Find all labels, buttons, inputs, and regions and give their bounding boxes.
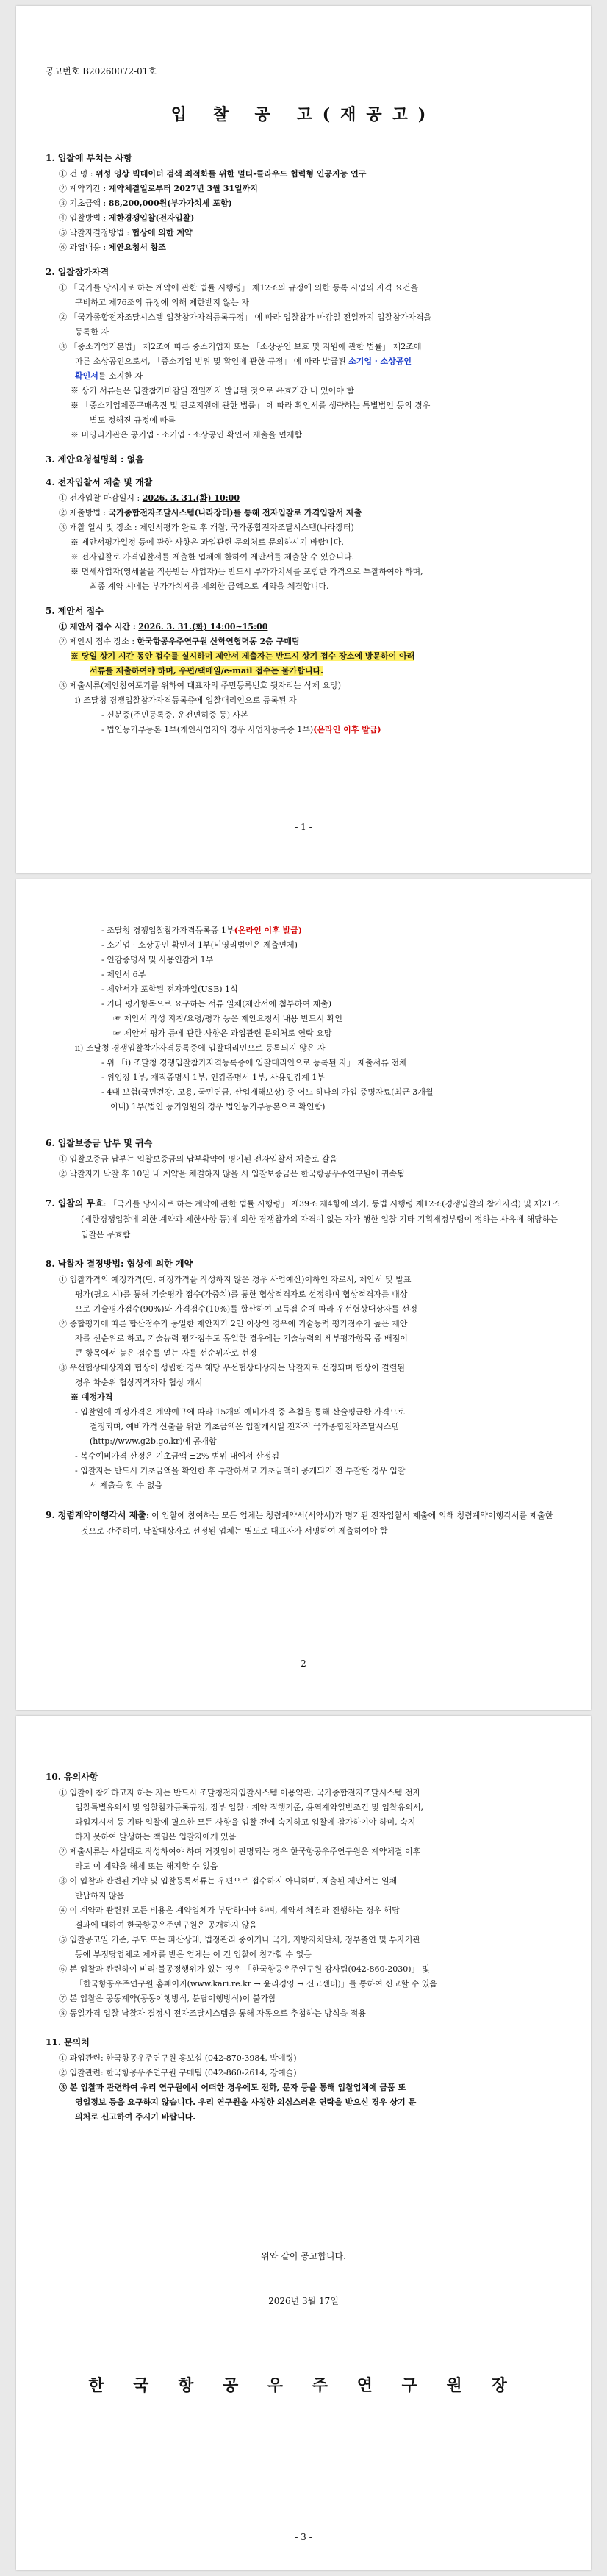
s8-line-11: 결정되며, 예비가격 산출을 위한 기초금액은 입찰개시일 전자적 국가종합전자조달시스템 [90,1422,400,1431]
notice-date: 2026년 3월 17일 [268,2296,339,2306]
s2-line-6: 따른 소상공인으로서, 「중소기업 범위 및 확인에 관한 규정」 에 따라 발급된 소기업 · 소상공인 [75,357,412,366]
s10-line-4: 하지 못하여 발생하는 책임은 입찰자에게 있음 [75,1832,237,1842]
s2-note-1: ※ 상기 서류들은 입찰참가마감일 전일까지 발급된 것으로 유효기간 내 있어야 함 [71,386,354,396]
s8-line-5: 자를 선순위로 하고, 기술능력 평가점수도 동일한 경우에는 기술능력의 세부평가항목 중 배점이 [75,1334,408,1343]
closing-statement: 위와 같이 공고합니다. [261,2251,346,2261]
s5-warning-2: 서류를 제출하여야 하며, 우편/팩메일/e-mail 접수는 불가합니다. [90,666,323,676]
s8-line-15: 서 제출을 할 수 없음 [90,1481,162,1490]
notice-number: 공고번호 B20260072-01호 [46,66,157,76]
section-6-title: 6. 입찰보증금 납부 및 귀속 [46,1138,153,1148]
s10-line-14: 「한국항공우주연구원 홈페이지(www.kari.re.kr → 윤리경영 → 신고센터)」를 통하여 신고할 수 있음 [75,1979,438,1989]
page-number-2: - 2 - [295,1659,312,1669]
section-10-title: 10. 유의사항 [46,1772,98,1782]
p2-doc-2: - 소기업 · 소상공인 확인서 1부(비영리법인은 제출면제) [101,940,298,950]
p2-doc-note-2: ☞ 제안서 평가 등에 관한 사항은 과업관련 문의처로 연락 요망 [113,1028,332,1038]
s1-item-1: ① 건 명 : 위성 영상 빅데이터 검색 최적화를 위한 멀티-클라우드 협력형 인공지능 연구 [59,169,367,179]
page-number-3: - 3 - [295,2532,312,2542]
s11-contact-1: ① 과업관련: 한국항공우주연구원 홍보섭 (042-870-3984, 박예령) [59,2053,297,2063]
section-5-title: 5. 제안서 접수 [46,606,104,616]
s10-line-9: ④ 이 계약과 관련된 모든 비용은 계약업체가 부담하여야 하며, 계약서 체결과 진행하는 경우 해당 [59,1906,400,1915]
s10-line-1: ① 입찰에 참가하고자 하는 자는 반드시 조달청전자입찰시스템 이용약관, 국가종합전자조달시스템 전자 [59,1788,421,1797]
s10-line-5: ② 제출서류는 사실대로 작성하여야 하며 거짓임이 판명되는 경우 한국항공우주연구원은 계약체결 이후 [59,1847,421,1856]
s8-line-13: - 복수예비가격 산정은 기초금액 ±2% 범위 내에서 산정됨 [75,1451,280,1461]
s8-line-7: ③ 우선협상대상자와 협상이 성립한 경우 해당 우선협상대상자는 낙찰자로 선정되며 협상이 결렬된 [59,1363,406,1373]
s2-line-4: 등록한 자 [75,327,109,337]
s4-note-3b: 최종 계약 시에는 부가가치세를 제외한 금액으로 계약을 체결합니다. [90,582,329,591]
s2-line-7: 확인서를 소지한 자 [75,371,143,381]
document-page-3 [16,1716,591,2570]
s4-note-3: ※ 면세사업자(영세율을 적용받는 사업자)는 반드시 부가가치세를 포함한 가격으로 투찰하여야 하며, [71,567,423,576]
section-2-title: 2. 입찰참가자격 [46,267,109,277]
s5-place: ② 제안서 접수 장소 : 한국항공우주연구원 산학연협력동 2층 구매팀 [59,637,300,646]
s2-note-2b: 별도 정해진 규정에 따름 [90,415,176,425]
section-1 [46,151,561,255]
p2-doc-5: - 제안서가 포함된 전자파일(USB) 1식 [101,984,238,994]
s1-item-4: ④ 입찰방법 : 제한경쟁입찰(전자입찰) [59,213,195,223]
section-7 [46,1196,561,1242]
s10-line-13: ⑥ 본 입찰과 관련하여 비리·불공정행위가 있는 경우 「한국항공우주연구원 감사팀(042-860-2030)」 및 [59,1964,430,1974]
s1-item-3: ③ 기초금액 : 88,200,000원(부가가치세 포함) [59,198,232,208]
p2-doc-8: - 위임장 1부, 재직증명서 1부, 인감증명서 1부, 사용인감계 1부 [101,1073,325,1082]
s2-line-1: ① 「국가를 당사자로 하는 계약에 관한 법률 시행령」 제12조의 규정에 의한 등록 사업의 자격 요건을 [59,283,419,293]
s5-doc-id: - 신분증(주민등록증, 운전면허증 등) 사본 [101,710,248,720]
s2-note-3: ※ 비영리기관은 공기업 · 소기업 · 소상공인 확인서 제출을 면제함 [71,430,303,440]
s10-line-11: ⑤ 입찰공고일 기준, 부도 또는 파산상태, 법정관리 중이거나 국가, 지방자치단체, 정부출연 및 투자기관 [59,1935,420,1944]
s10-line-16: ⑧ 동일가격 입찰 낙찰자 결정시 전자조달시스템을 통해 자동으로 추첨하는 방식을 적용 [59,2008,366,2018]
page-number-1: - 1 - [295,822,312,832]
s5-time: ① 제안서 접수 시간 : 2026. 3. 31.(화) 14:00~15:00 [59,622,268,632]
s4-method: ② 제출방법 : 국가종합전자조달시스템(나라장터)를 통해 전자입찰로 가격입찰서 제출 [59,508,362,518]
section-11 [46,2036,561,2125]
s10-line-2: 입찰특별유의서 및 입찰참가등록규정, 정부 입찰 · 계약 집행기준, 용역계약일반조건 및 입찰유의서, [75,1803,423,1812]
s1-item-5: ⑤ 낙찰자결정방법 : 협상에 의한 계약 [59,228,193,237]
issuer-signature: 한 국 항 공 우 주 연 구 원 장 [88,2376,519,2395]
s8-line-14: - 입찰자는 반드시 기초금액을 확인한 후 투찰하셔고 기초금액이 공개되기 전 투찰할 경우 입찰 [75,1466,406,1475]
s10-line-12: 등에 부정당업체로 제재를 받은 업체는 이 건 입찰에 참가할 수 없음 [75,1950,312,1959]
p2-doc-9: - 4대 보험(국민건강, 고용, 국민연금, 산업재해보상) 중 어느 하나의 가입 증명자료(최근 3개월 [101,1087,434,1097]
s2-line-3: ② 「국가종합전자조달시스템 입찰참가자격등록규정」 에 따라 입찰참가 마감일 전일까지 입찰참가자격을 [59,312,432,322]
s8-line-12: (http://www.g2b.go.kr)에 공개함 [90,1437,217,1446]
s5-case-1: i) 조달청 경쟁입찰참가자격등록증에 입찰대리인으로 등록된 자 [75,695,297,705]
p2-doc-1: - 조달청 경쟁입찰참가자격등록증 1부(온라인 이후 발급) [101,926,303,935]
s11-contact-2: ② 입찰관련: 한국항공우주연구원 구매팀 (042-860-2614, 강예슬) [59,2068,297,2078]
s4-note-2: ※ 전자입찰로 가격입찰서를 제출한 업체에 한하여 제안서를 제출할 수 있습니다. [71,552,354,562]
s8-line-1: ① 입찰가격의 예정가격(단, 예정가격을 작성하지 않은 경우 사업예산)이하인 자로서, 제안서 및 발표 [59,1275,412,1284]
s8-line-10: - 입찰일에 예정가격은 계약예규에 따라 15개의 예비가격 중 추첨을 통해 산술평균한 가격으로 [75,1407,406,1417]
section-3-title: 3. 제안요청설명회 : 없음 [46,454,144,465]
s10-line-8: 반납하지 않음 [75,1891,125,1900]
s10-line-15: ⑦ 본 입찰은 공동계약(공동이행방식, 분담이행방식)이 불가함 [59,1994,276,2003]
p2-doc-6: - 기타 평가항목으로 요구하는 서류 일체(제안서에 첨부하여 제출) [101,999,332,1009]
s8-estimated-price: ※ 예정가격 [71,1392,113,1402]
section-4-title: 4. 전자입찰서 제출 및 개찰 [46,477,153,487]
s4-note-1: ※ 제안서평가일정 등에 관한 사항은 과업관련 문의처로 문의하시기 바랍니다. [71,537,344,547]
section-8-title: 8. 낙찰자 결정방법: 협상에 의한 계약 [46,1259,193,1269]
s8-line-2: 평가(필요 시)를 통해 기술평가 점수(가중치)를 통한 협상적격자로 선정하며 협상적격자를 대상 [75,1289,408,1299]
document-page-1 [16,6,591,873]
s8-line-3: 으로 기술평가점수(90%)와 가격점수(10%)를 합산하여 고득점 순에 따라 우선협상대상자를 선정 [75,1304,417,1314]
s8-line-8: 경우 차순위 협상적격자와 협상 개시 [75,1378,203,1387]
section-2 [46,265,561,443]
s7-paragraph: 7. 입찰의 무효: 「국가를 당사자로 하는 계약에 관한 법률 시행령」 제39조 제4항에 의거, 동법 시행령 제12조(경쟁입찰의 참가자격) 및 제21조(제한경쟁입찰에 의한 계약과 제한사항 등)에 의한 경쟁참가의 자격이 없는 자가 행한 입찰 기타 기획재정부령이 정하는 사유에 해당하는 입찰은 무효함 [46,1198,560,1239]
section-6 [46,1137,561,1181]
s5-warning-1: ※ 당일 상기 시간 동안 접수를 실시하며 제안서 제출자는 반드시 상기 접수 장소에 방문하여 아래 [71,651,415,661]
s10-line-3: 과업지시서 등 기타 입찰에 필요한 모든 사항을 입찰 전에 숙지하고 입찰에 참가하여야 하며, 숙지 [75,1817,416,1827]
section-11-title: 11. 문의처 [46,2037,90,2047]
section-1-title: 1. 입찰에 부치는 사항 [46,153,132,163]
section-9 [46,1508,561,1539]
s8-line-4: ② 종합평가에 따른 합산점수가 동일한 제안자가 2인 이상인 경우에 기술능력 평가점수가 높은 제안 [59,1319,408,1328]
s10-line-6: 라도 이 계약을 해제 또는 해지할 수 있음 [75,1861,218,1871]
s11-warning-3: 의처로 신고하여 주시기 바랍니다. [75,2112,196,2122]
section-8 [46,1257,561,1493]
s11-warning-1: ③ 본 입찰과 관련하여 우리 연구원에서 어떠한 경우에도 전화, 문자 등을 통해 입찰업체에 금품 또 [59,2083,406,2092]
section-4 [46,476,561,594]
s8-line-6: 큰 항목에서 높은 점수를 얻는 자를 선순위자로 선정 [75,1348,257,1358]
section-5 [46,604,561,737]
s6-line-2: ② 낙찰자가 낙찰 후 10일 내 계약을 체결하지 않을 시 입찰보증금은 한국항공우주연구원에 귀속됨 [59,1169,405,1178]
s9-paragraph: 9. 청렴계약이행각서 제출: 이 입찰에 참여하는 모든 업체는 청렴계약서(서약서)가 명기된 전자입찰서 제출에 의해 청렴계약이행각서를 제출한 것으로 간주하며, 낙찰대상자로 선정된 업체는 별도로 대표자가 서명하여 제출하여야 함 [46,1510,553,1536]
p2-doc-3: - 인감증명서 및 사용인감계 1부 [101,955,214,965]
s10-line-10: 결과에 대하여 한국항공우주연구원은 공개하지 않음 [75,1920,257,1930]
s2-note-2: ※ 「중소기업제품구매촉진 및 판로지원에 관한 법률」 에 따라 확인서를 생략하는 특별법인 등의 경우 [71,401,431,410]
s2-line-2: 구비하고 제76조의 규정에 의해 제한받지 않는 자 [75,298,249,307]
p2-case-2: ii) 조달청 경쟁입찰참가자격등록증에 입찰대리인으로 등록되지 않은 자 [75,1043,326,1053]
s10-line-7: ③ 이 입찰과 관련된 계약 및 입찰등록서류는 우편으로 접수하지 아니하며, 제출된 제안서는 일체 [59,1876,398,1886]
s5-continued [46,923,561,1115]
s11-warning-2: 영업정보 등을 요구하지 않습니다. 우리 연구원을 사칭한 의심스러운 연락을 받으신 경우 상기 문 [75,2097,417,2107]
p2-doc-9b: 이내) 1부(법인 등기임원의 경우 법인등기부등본으로 확인함) [110,1102,326,1112]
s2-line-5: ③ 「중소기업기본법」 제2조에 따른 중소기업자 또는 「소상공인 보호 및 지원에 관한 법률」 제2조에 [59,342,422,351]
s4-deadline: ① 전자입찰 마감일시 : 2026. 3. 31.(화) 10:00 [59,493,240,503]
s1-item-2: ② 계약기간 : 계약체결일로부터 2027년 3월 31일까지 [59,184,258,193]
section-3 [46,453,561,465]
s5-docs: ③ 제출서류(제안참여포기를 위하여 대표자의 주민등록번호 뒷자리는 삭제 요망) [59,681,342,690]
s6-line-1: ① 입찰보증금 납부는 입찰보증금의 납부확약이 명기된 전자입찰서 제출로 갈음 [59,1154,338,1164]
document-title: 입 찰 공 고(재공고) [170,105,437,124]
s4-opening: ③ 개찰 일시 및 장소 : 제안서평가 완료 후 개찰, 국가종합전자조달시스템(나라장터) [59,523,354,532]
p2-doc-7: - 위 「i) 조달청 경쟁입찰참가자격등록증에 입찰대리인으로 등록된 자」 제출서류 전체 [101,1058,407,1067]
s1-item-6: ⑥ 과업내용 : 제안요청서 참조 [59,243,166,252]
p2-doc-4: - 제안서 6부 [101,970,146,979]
s5-doc-reg: - 법인등기부등본 1부(개인사업자의 경우 사업자등록증 1부)(온라인 이후 발급) [101,725,381,734]
section-10 [46,1770,561,2021]
document-page-2 [16,879,591,1710]
p2-doc-note-1: ☞ 제안서 작성 지침/요령/평가 등은 제안요청서 내용 반드시 확인 [113,1014,343,1023]
